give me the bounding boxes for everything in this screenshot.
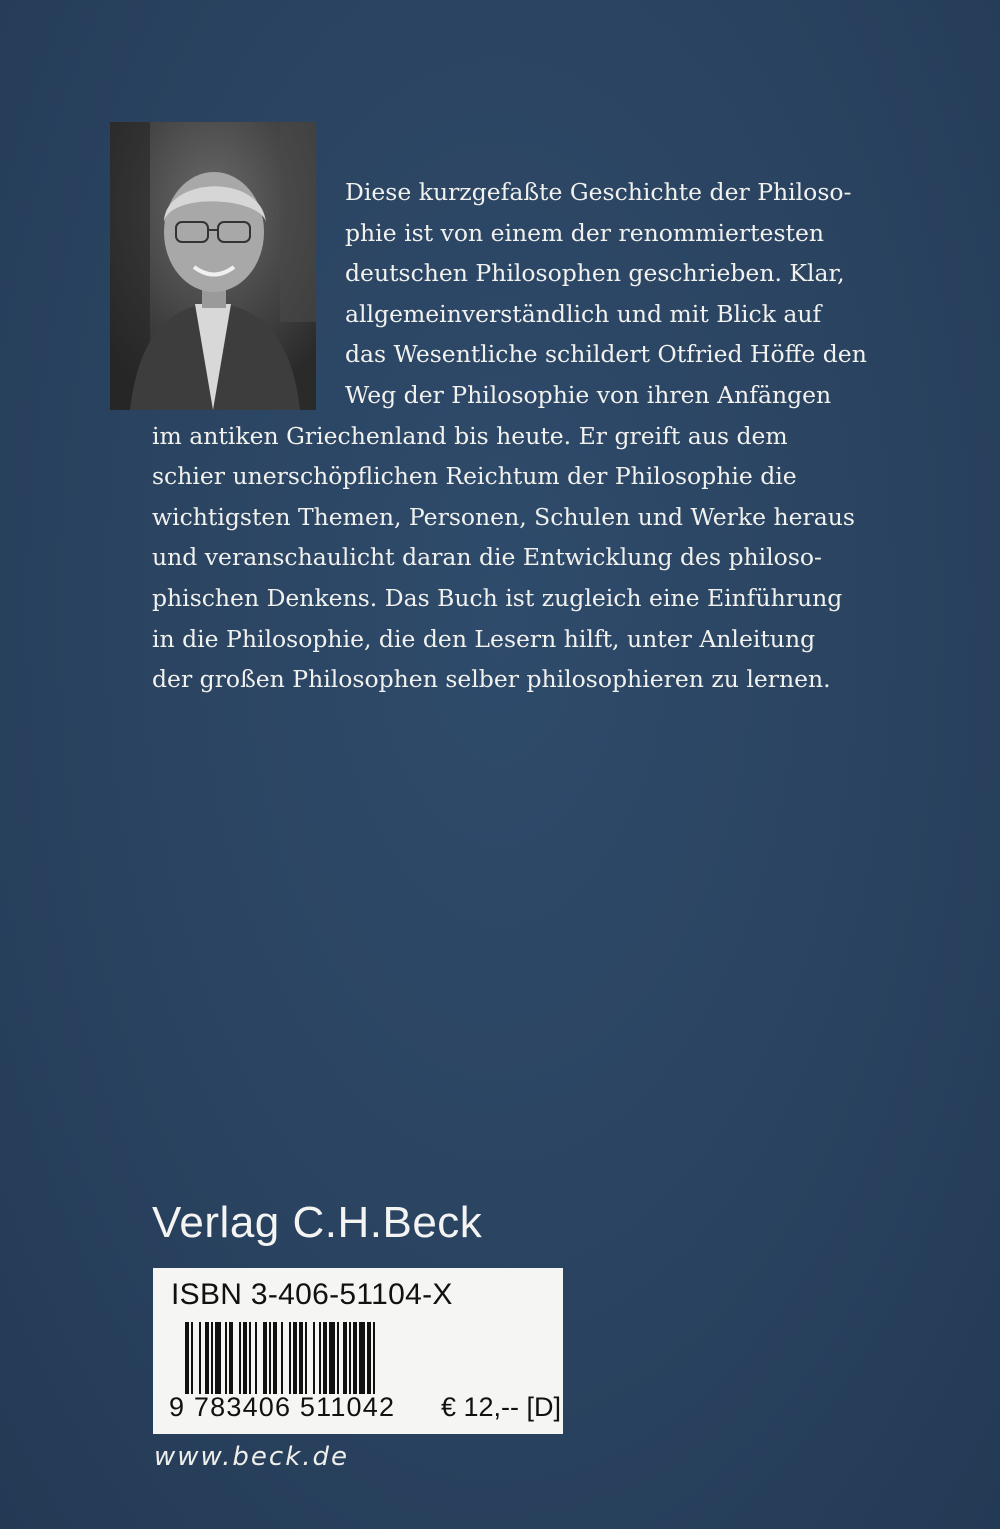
barcode-bar (319, 1322, 321, 1394)
barcode-bar (243, 1322, 247, 1394)
description-line: im antiken Griechenland bis heute. Er greift aus dem (152, 421, 788, 450)
barcode-bar (225, 1322, 227, 1394)
description-line: der großen Philosophen selber philosophieren zu lernen. (152, 665, 831, 694)
barcode-bar (329, 1322, 335, 1394)
description-line: Diese kurzgefaßte Geschichte der Philoso- (345, 178, 852, 206)
barcode-bar (313, 1322, 315, 1394)
barcode-bar (343, 1322, 347, 1394)
barcode-bar (337, 1322, 339, 1394)
barcode-bar (255, 1322, 257, 1394)
description-line: und veranschaulicht daran die Entwicklung des philoso- (152, 543, 822, 572)
barcode (185, 1322, 425, 1394)
barcode-bar (305, 1322, 307, 1394)
isbn-label (153, 1268, 563, 1434)
barcode-bar (199, 1322, 201, 1394)
barcode-bar (367, 1322, 371, 1394)
price: € 12,-- [D] (441, 1392, 562, 1422)
isbn-number: ISBN 3-406-51104-X (171, 1278, 453, 1311)
barcode-bar (323, 1322, 327, 1394)
barcode-bar (249, 1322, 251, 1394)
description-line: in die Philosophie, die den Lesern hilft, unter Anleitung (152, 624, 816, 653)
book-description (152, 172, 912, 700)
description-line: wichtigsten Themen, Personen, Schulen und Werke heraus (152, 502, 855, 531)
barcode-bar (229, 1322, 233, 1394)
description-line: das Wesentliche schildert Otfried Höffe den (345, 340, 867, 369)
barcode-bar (239, 1322, 241, 1394)
barcode-bar (185, 1322, 189, 1394)
description-line: phischen Denkens. Das Buch ist zugleich eine Einführung (152, 583, 843, 612)
barcode-bar (191, 1322, 193, 1394)
barcode-bar (273, 1322, 277, 1394)
barcode-bar (263, 1322, 267, 1394)
description-line: deutschen Philosophen geschrieben. Klar, (345, 259, 845, 288)
barcode-bar (293, 1322, 297, 1394)
description-line: phie ist von einem der renommiertesten (345, 218, 825, 247)
barcode-bar (299, 1322, 303, 1394)
barcode-bar (281, 1322, 283, 1394)
barcode-bar (269, 1322, 271, 1394)
description-line: Weg der Philosophie von ihren Anfängen (345, 380, 832, 409)
description-line: schier unerschöpflichen Reichtum der Philosophie die (152, 462, 797, 491)
barcode-bar (353, 1322, 357, 1394)
description-line: allgemeinverständlich und mit Blick auf (345, 299, 822, 328)
barcode-digits: 9 783406 511042 (169, 1392, 396, 1422)
barcode-bar (289, 1322, 291, 1394)
publisher-website[interactable]: www.beck.de (154, 1442, 350, 1472)
barcode-bar (373, 1322, 375, 1394)
barcode-bar (349, 1322, 351, 1394)
barcode-bar (211, 1322, 213, 1394)
barcode-bar (359, 1322, 365, 1394)
publisher-name: Verlag C.H.Beck (152, 1198, 483, 1247)
barcode-bar (215, 1322, 221, 1394)
barcode-bar (205, 1322, 209, 1394)
